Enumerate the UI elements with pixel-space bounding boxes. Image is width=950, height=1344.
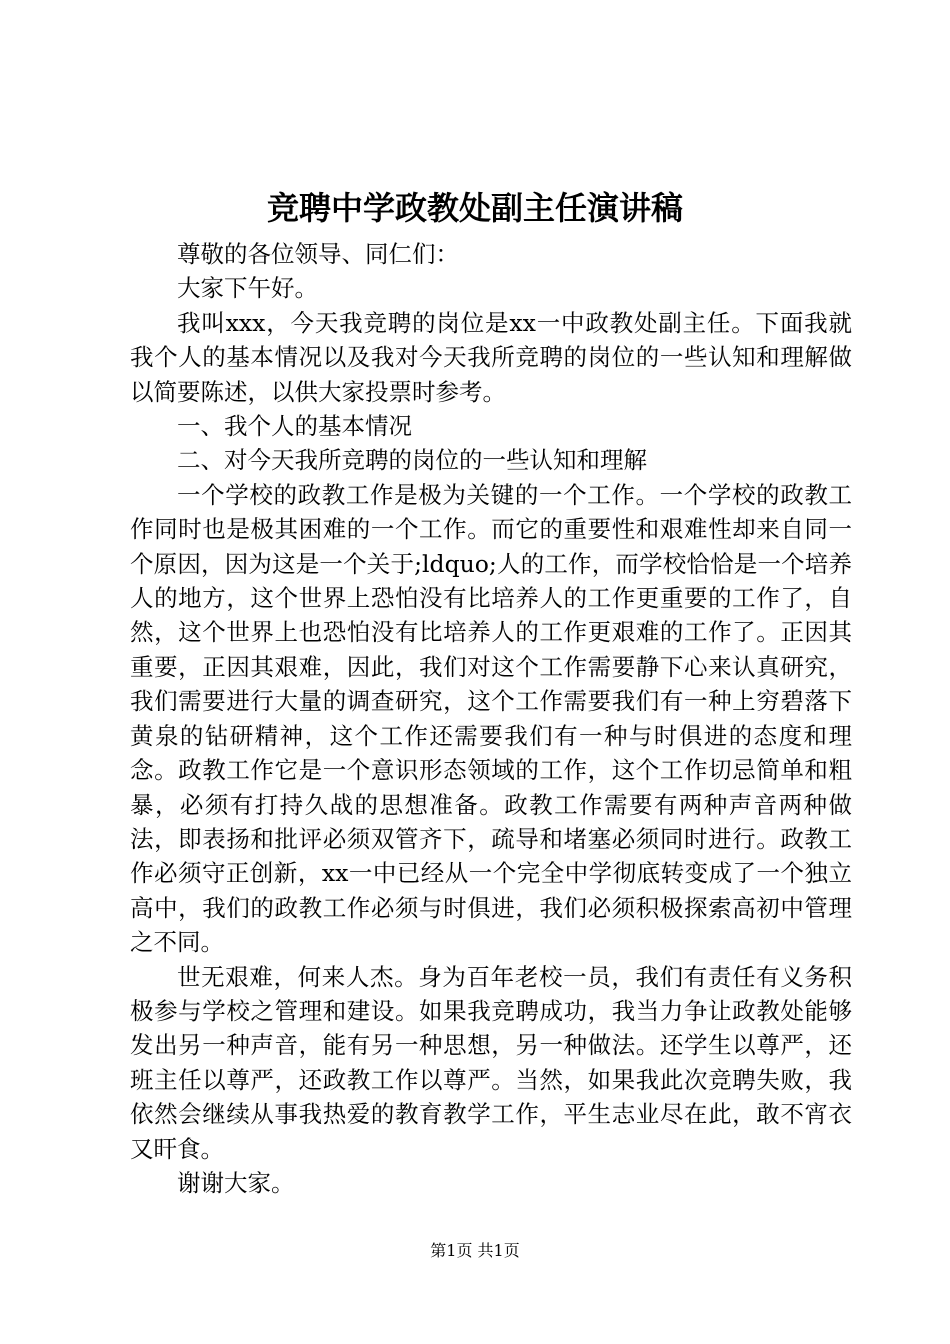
paragraph-understanding: 一个学校的政教工作是极为关键的一个工作。一个学校的政教工作同时也是极其困难的一个工作。而它的重要性和艰难性却来自同一个原因，因为这是一个关于;ldquo;人的工作，而学校恰恰是一个培养人的地方，这个世界上恐怕没有比培养人的工作更重要的工作了，自然，这个世界上也恐怕没有比培养人的工作更艰难的工作了。正因其重要，正因其艰难，因此，我们对这个工作需要静下心来认真研究，我们需要进行大量的调查研究，这个工作需要我们有一种上穷碧落下黄泉的钻研精神，这个工作还需要我们有一种与时俱进的态度和理念。政教工作它是一个意识形态领域的工作，这个工作切忌简单和粗暴，必须有打持久战的思想准备。政教工作需要有两种声音两种做法，即表扬和批评必须双管齐下，疏导和堵塞必须同时进行。政教工作必须守正创新，xx一中已经从一个完全中学彻底转变成了一个独立高中，我们的政教工作必须与时俱进，我们必须积极探索高初中管理之不同。 — [130, 480, 852, 957]
section-heading-1: 一、我个人的基本情况 — [177, 412, 412, 441]
section-heading-2: 二、对今天我所竞聘的岗位的一些认知和理解 — [177, 446, 647, 475]
document-body — [130, 237, 852, 1200]
closing: 谢谢大家。 — [177, 1168, 295, 1197]
paragraph-commitment: 世无艰难，何来人杰。身为百年老校一员，我们有责任有义务积极参与学校之管理和建设。如果我竞聘成功，我当力争让政教处能够发出另一种声音，能有另一种思想，另一种做法。还学生以尊严，还班主任以尊严，还政教工作以尊严。当然，如果我此次竞聘失败，我依然会继续从事我热爱的教育教学工作，平生志业尽在此，敢不宵衣又旰食。 — [130, 962, 852, 1163]
salutation: 尊敬的各位领导、同仁们： — [177, 240, 459, 268]
page-footer: 第1页 共1页 — [430, 1241, 520, 1260]
document-title: 竞聘中学政教处副主任演讲稿 — [266, 189, 683, 227]
greeting: 大家下午好。 — [177, 274, 318, 303]
paragraph-introduction: 我叫xxx，今天我竞聘的岗位是xx一中政教处副主任。下面我就我个人的基本情况以及我对今天我所竞聘的岗位的一些认知和理解做以简要陈述，以供大家投票时参考。 — [130, 308, 852, 406]
